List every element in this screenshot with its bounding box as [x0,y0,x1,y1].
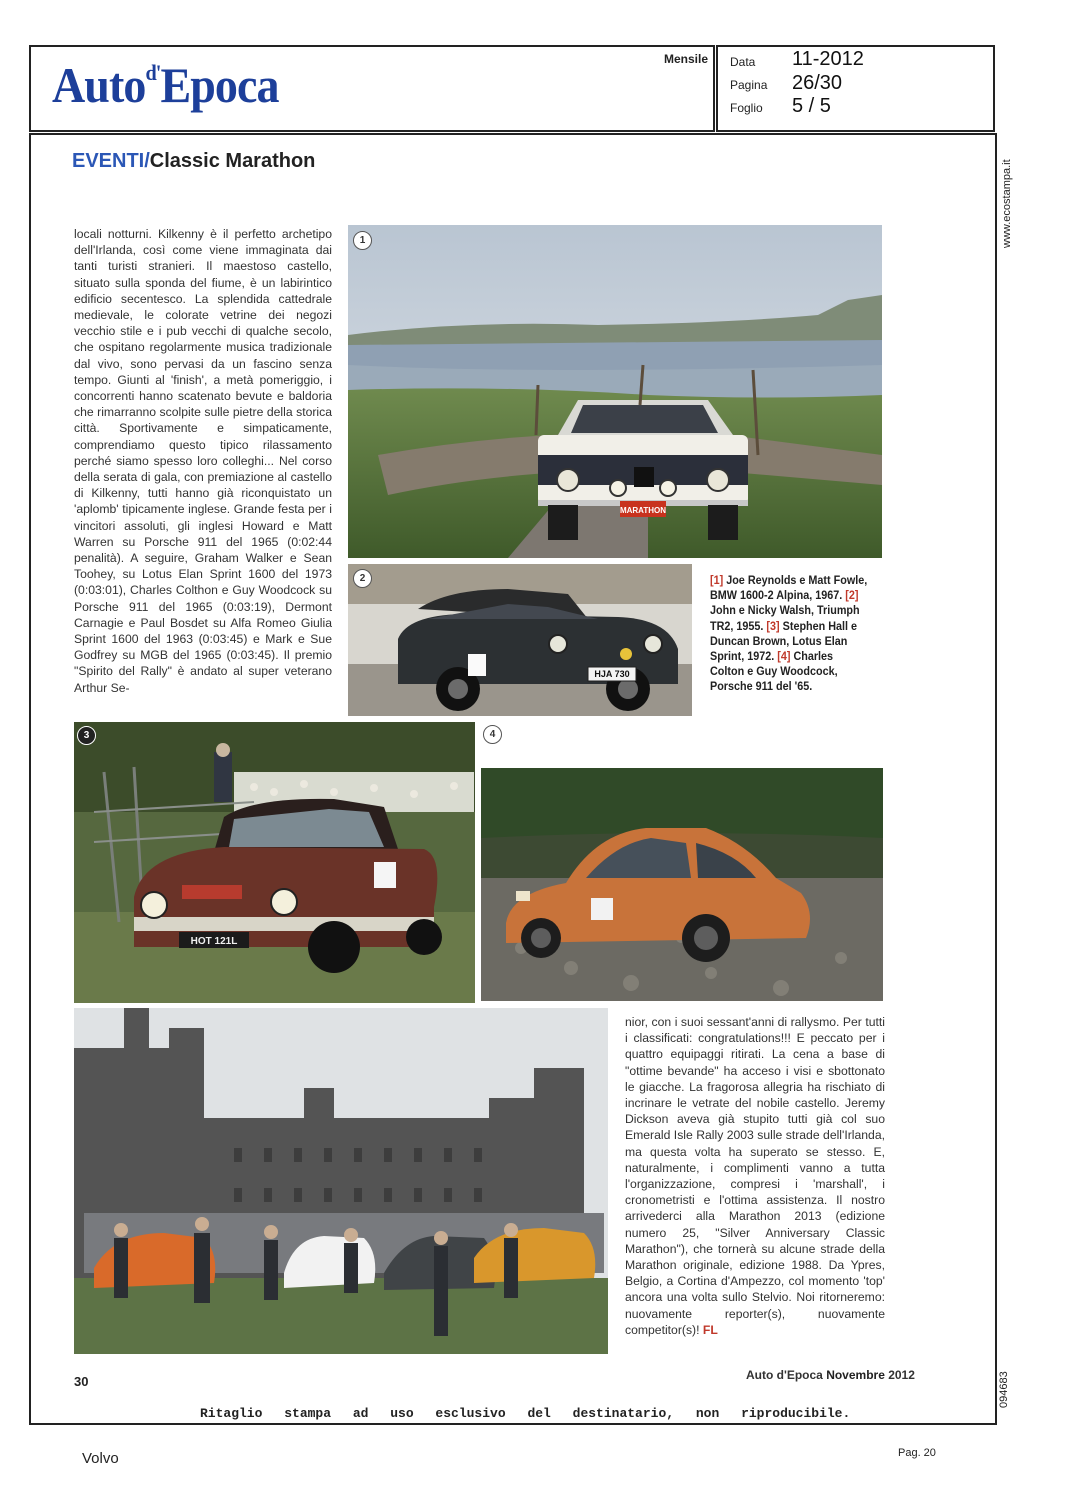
photo-3-lotus [74,722,475,1003]
magazine-footer: Auto d'Epoca Novembre 2012 [746,1368,915,1382]
article-text-1: locali notturni. Kilkenny è il perfetto archetipo dell'Irlanda, così come viene immaginata dai tanti turisti stranieri. Il maestoso castello, situato sulla sponda del fiume, è un labirintico edificio secentesco. La splendida cattedrale medievale, le colorate vetrine dei negozi vecchio stile e i pub vecchi di qualche secolo, che ospitano regolarmente musica tradizionale dal vivo, sono pervasi da un fascino senza tempo. Giunti al 'finish', a metà pomeriggio, i concorrenti hanno scatenato bevute e baldoria che rimarranno scolpite sulle pietre della storica città. Sportivamente e simpaticamente, comprendiamo questo tipico rilassamento perché siamo spesso loro colleghi... Nel corso della serata di gala, con premiazione al castello di Kilkenny, tutti hanno già riconquistato un 'aplomb' tipicamente inglese. Grande festa per i vincitori assoluti, gli inglesi Howard e Matt Warren su Porsche 911 del 1965 (0:02:44 penalità). A seguire, Graham Walker e Sean Toohey, su Lotus Elan Sprint 1600 del 1973 (0:03:01), Charles Colthon e Guy Woodcock su Porsche 911 del 1965 (0:03:19), Dermont Carnagie e Paul Bosdet su Alfa Romeo Giulia Sprint 1600 del 1963 (0:03:45) e Mark e Sue Godfrey su MGB del 1965 (0:03:45). Il premio "Spirito del Rally" è andato al super veterano Arthur Se- [74,227,332,695]
photo-4-porsche [481,768,883,1001]
photo-2-triumph [348,564,692,716]
meta-label-data: Data [730,55,756,69]
author-signature: FL [702,1322,718,1337]
meta-value-data: 11-2012 [792,48,864,70]
meta-value-foglio: 5 / 5 [792,95,831,117]
photo-caption: [1] Joe Reynolds e Matt Fowle, BMW 1600-2 Alpina, 1967. [2] John e Nicky Walsh, Triumph TR2, 1955. [3] Stephen Hall e Duncan Brown, Lotus Elan Sprint, 1972. [4] Charles Colton e Guy Woodcock, Porsche 911 del '65. [710,573,868,694]
rally-plate-text: MARATHON [619,506,667,515]
photo-5-castle [74,1008,608,1354]
frequency-label: Mensile [664,52,709,66]
meta-value-pagina: 26/30 [792,72,843,94]
magazine-logo: Auto$^{d'}$Epoca [52,57,279,113]
article-text-2: nior, con i suoi sessant'anni di rallysmo. Per tutti i classificati: congratulations!!! E peccato per i quattro equipaggi ritirati. La cena a base di "ottime bevande" ha acceso i visi e sbottonato le giacche. La fragorosa allegria ha rischiato di incrinare le vetrate del nobile castello. Jeremy Dickson aveva già stupito tutti già col suo Emerald Isle Rally 2003 sulle strade dell'Irlanda, ma questa volta ha superato se stesso. E, naturalmente, i complimenti vanno a tutta l'organizzazione, compresi i 'marshall', i cronometristi e l'ottima assistenza. Il nostro arrivederci alla Marathon 2013 (edizione numero 25, "Silver Anniversary Classic Marathon"), che tornerà su alcune strade della Marathon originale, edizione 1988. Da Ypres, Belgio, a Cortina d'Ampezzo, col momento 'top' ancora una volta sullo Stelvio. Noi ritorneremo: nuovamente reporter(s), nuovamente competitor(s)! FL [625,1015,885,1337]
photo-badge-1: 1 [353,231,372,250]
side-code: 094683 [998,1371,1010,1408]
side-url: www.ecostampa.it [1001,159,1013,248]
section-title: EVENTI/Classic Marathon [72,150,316,172]
meta-label-pagina: Pagina [730,78,768,92]
meta-label-foglio: Foglio [730,101,763,115]
photo-1-bmw [348,225,882,558]
clipping-disclaimer: Ritaglio stampa ad uso esclusivo del destinatario, non riproducibile. [200,1406,851,1421]
client-name: Volvo [82,1450,119,1467]
plate-text-2: HJA 730 [594,669,630,679]
plate-text-3: HOT 121L [190,936,238,947]
page-label: Pag. 20 [898,1447,936,1459]
photo-badge-4-outer: 4 [483,725,502,744]
article-column-2 [625,1014,885,1338]
photo-badge-3: 3 [77,726,96,745]
photo-badge-2: 2 [353,569,372,588]
page-number: 30 [74,1374,89,1389]
article-column-1 [74,226,332,696]
